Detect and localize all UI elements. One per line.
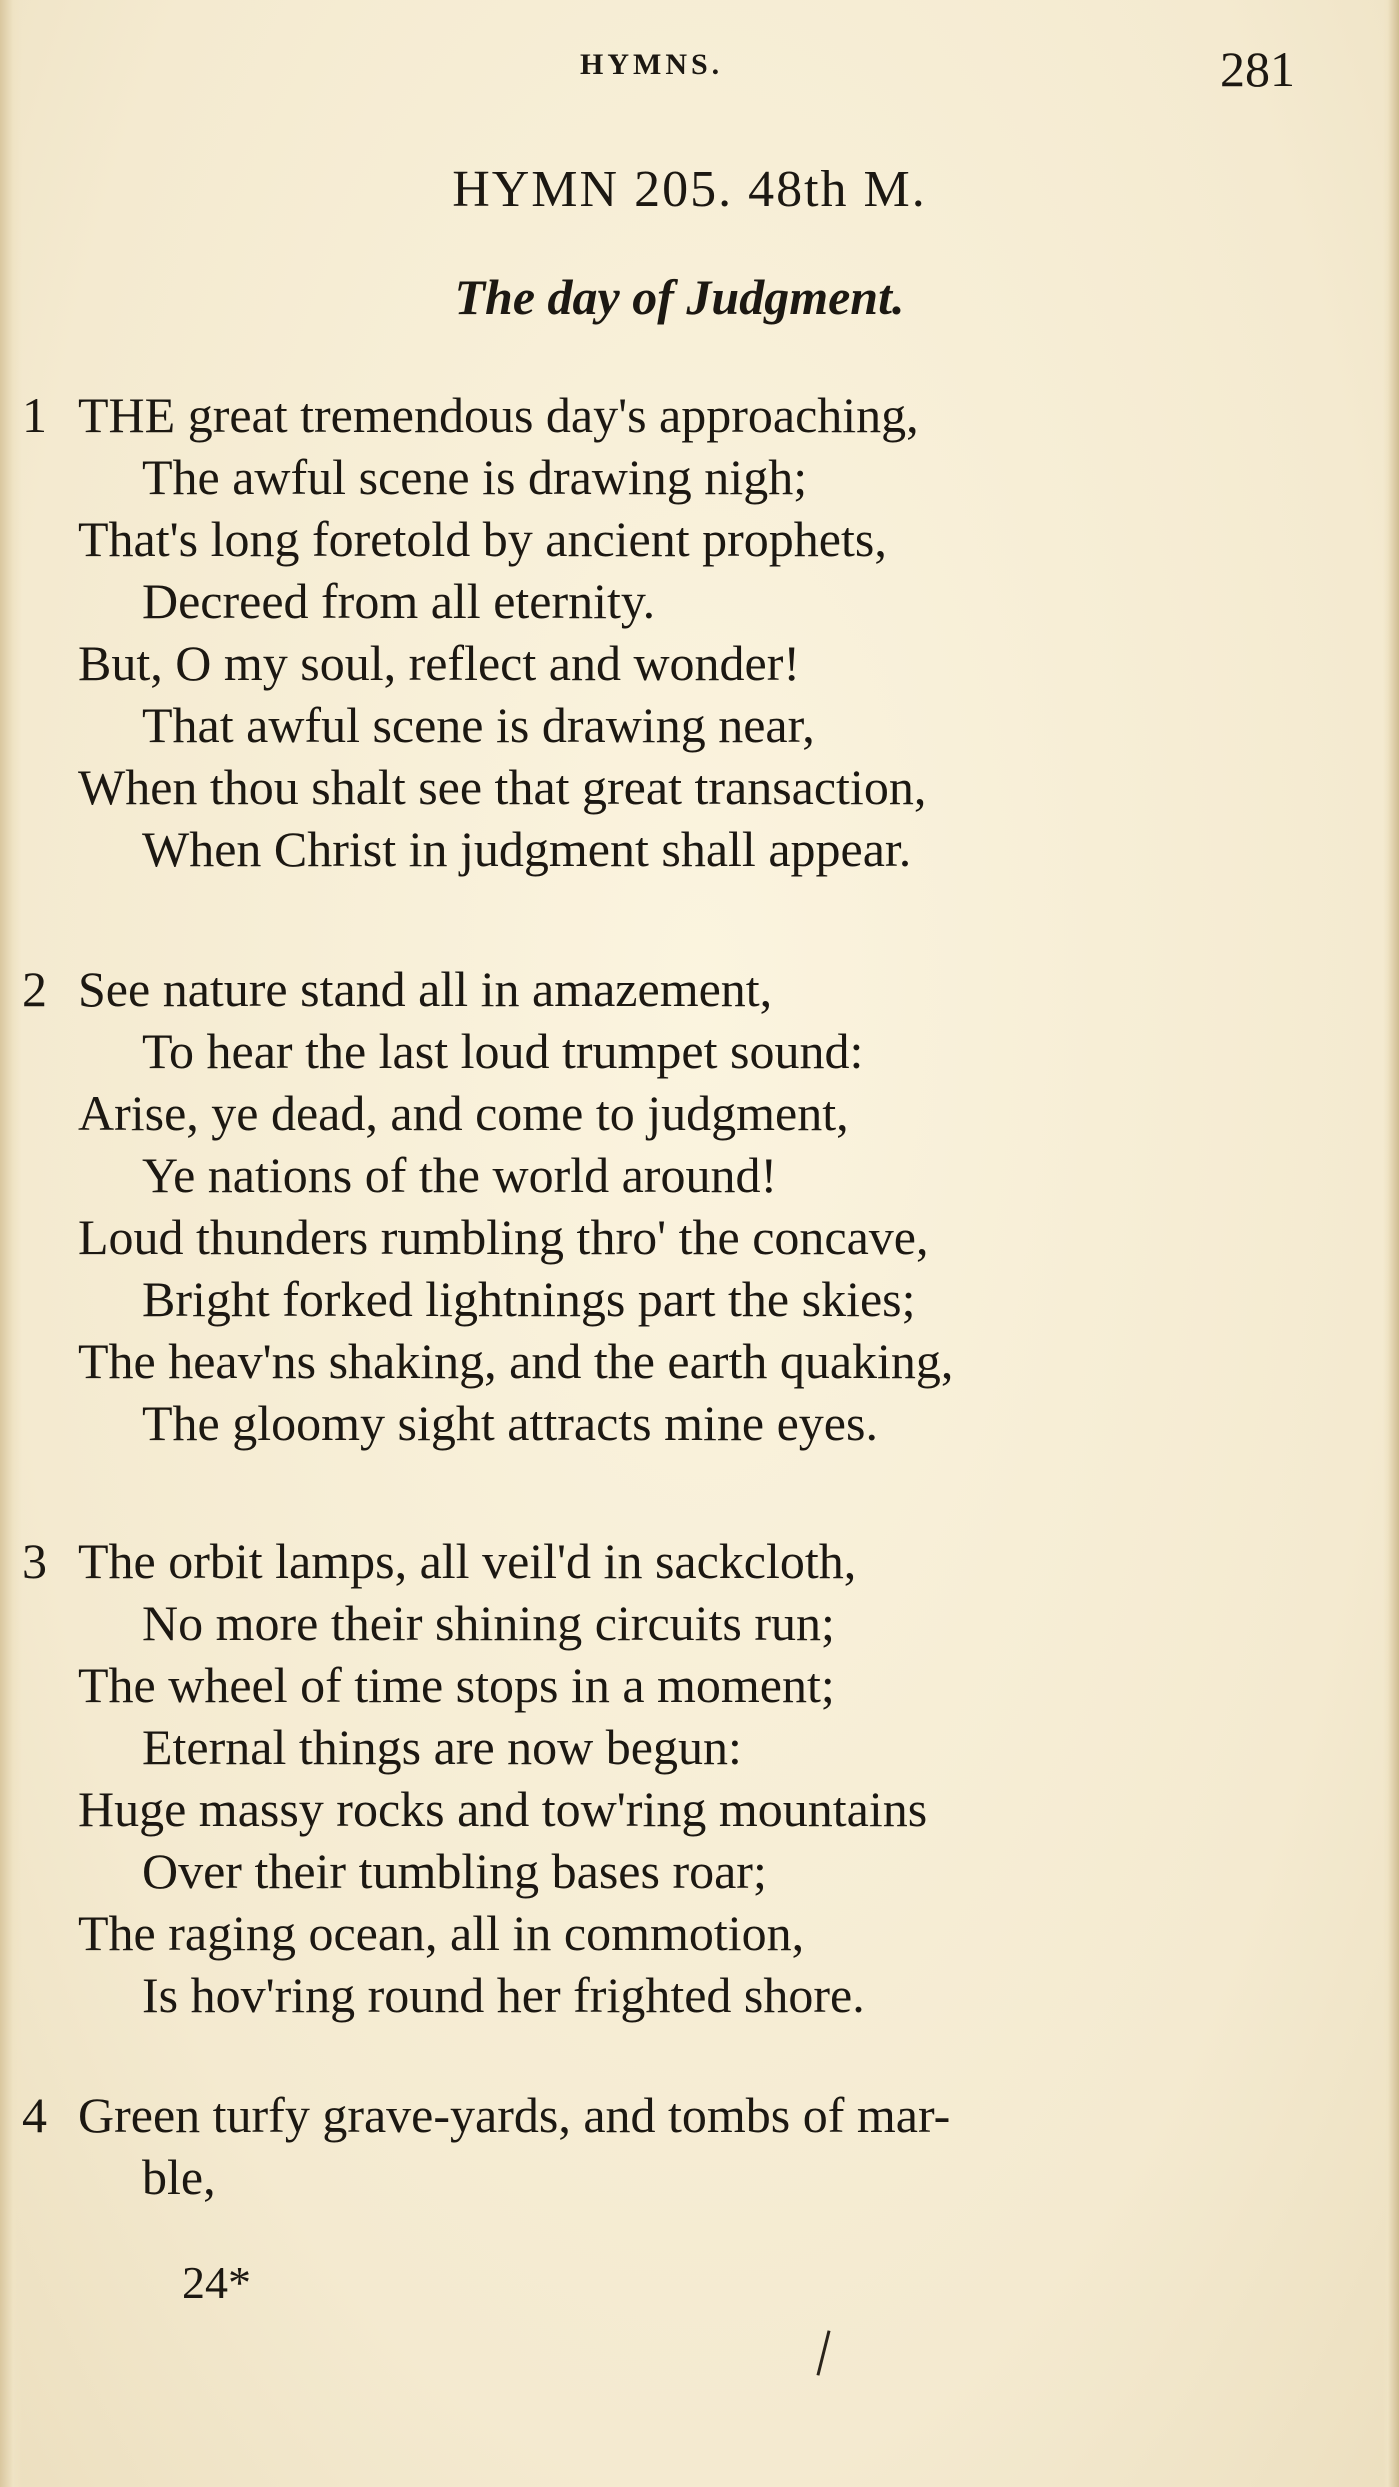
verse-line: Over their tumbling bases roar; xyxy=(142,1843,767,1899)
page-edge-right xyxy=(1383,0,1399,2487)
verse-line: THE great tremendous day's approaching, xyxy=(78,387,919,443)
page-number: 281 xyxy=(1220,41,1295,97)
verse-line: Loud thunders rumbling thro' the concave, xyxy=(78,1209,929,1265)
verse-line: Bright forked lightnings part the skies; xyxy=(142,1271,916,1327)
verse-line: Arise, ye dead, and come to judgment, xyxy=(78,1085,849,1141)
verse-line: Is hov'ring round her frighted shore. xyxy=(142,1967,865,2023)
verse-line: See nature stand all in amazement, xyxy=(78,961,773,1017)
ink-stroke xyxy=(816,2330,830,2375)
verse-line: The raging ocean, all in commotion, xyxy=(78,1905,805,1961)
verse-line: The awful scene is drawing nigh; xyxy=(142,449,808,505)
verse-line: No more their shining circuits run; xyxy=(142,1595,835,1651)
running-head: HYMNS. xyxy=(580,48,724,81)
verse-line: That awful scene is drawing near, xyxy=(142,697,815,753)
signature-mark: 24* xyxy=(182,2257,251,2308)
verse-line: When thou shalt see that great transaction, xyxy=(78,759,927,815)
verse-line: But, O my soul, reflect and wonder! xyxy=(78,635,801,691)
stanza-number: 3 xyxy=(22,1533,47,1589)
hymn-heading: HYMN 205. 48th M. xyxy=(452,161,927,218)
verse-line: The wheel of time stops in a moment; xyxy=(78,1657,835,1713)
stanza-number: 4 xyxy=(22,2087,47,2143)
verse-line: The gloomy sight attracts mine eyes. xyxy=(142,1395,878,1451)
verse-line: That's long foretold by ancient prophets, xyxy=(78,511,887,567)
hymn-subtitle: The day of Judgment. xyxy=(454,269,905,325)
stanza-number: 2 xyxy=(22,961,47,1017)
verse-line: ble, xyxy=(142,2149,216,2205)
verse-line: Ye nations of the world around! xyxy=(142,1147,778,1203)
verse-line: The orbit lamps, all veil'd in sackcloth, xyxy=(78,1533,857,1589)
page-gutter-left xyxy=(0,0,22,2487)
verse-line: Decreed from all eternity. xyxy=(142,573,656,629)
verse-line: When Christ in judgment shall appear. xyxy=(142,821,912,877)
verse-line: Eternal things are now begun: xyxy=(142,1719,742,1775)
verse-line: Green turfy grave-yards, and tombs of mar- xyxy=(78,2087,951,2143)
verse-line: To hear the last loud trumpet sound: xyxy=(142,1023,864,1079)
stanza-number: 1 xyxy=(22,387,47,443)
verse-line: Huge massy rocks and tow'ring mountains xyxy=(78,1781,928,1837)
verse-line: The heav'ns shaking, and the earth quaking, xyxy=(78,1333,954,1389)
